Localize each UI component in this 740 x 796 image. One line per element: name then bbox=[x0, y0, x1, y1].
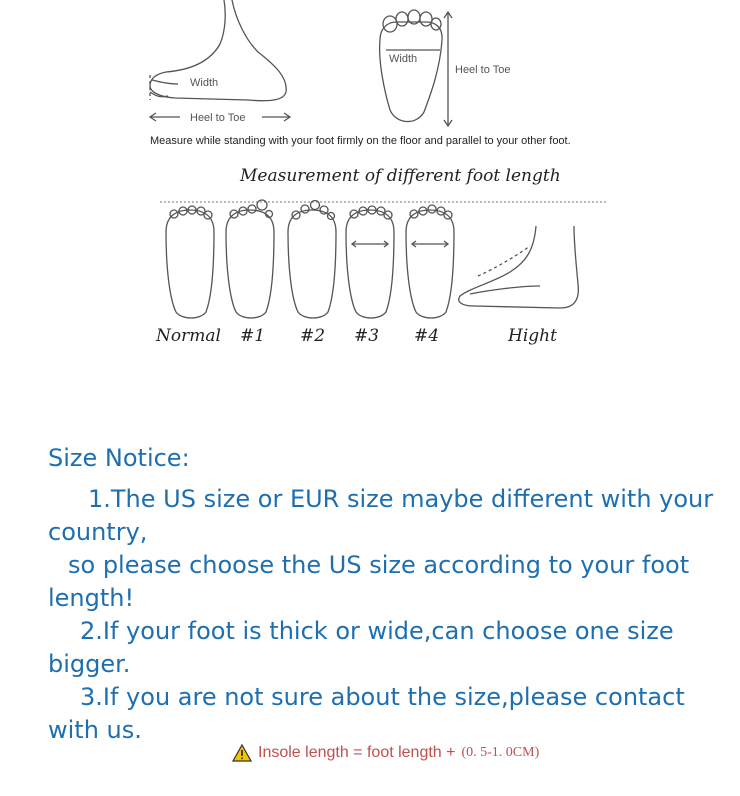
label-1: #1 bbox=[240, 326, 266, 346]
foot-1 bbox=[226, 200, 274, 318]
notice-line-3: 2.If your foot is thick or wide,can choose one size bigger. bbox=[48, 617, 674, 678]
warning-icon bbox=[232, 744, 252, 762]
label-4: #4 bbox=[414, 326, 440, 346]
size-notice bbox=[48, 442, 718, 747]
measurement-title: Measurement of different foot length bbox=[240, 166, 561, 186]
foot-3 bbox=[346, 206, 394, 318]
label-2: #2 bbox=[300, 326, 326, 346]
foot-high-arch bbox=[459, 226, 579, 308]
foot-2 bbox=[288, 201, 336, 319]
insole-range: (0. 5-1. 0CM) bbox=[461, 745, 540, 760]
side-width-label: Width bbox=[190, 77, 219, 89]
side-view-foot bbox=[150, 0, 290, 121]
foot-type-labels bbox=[155, 326, 557, 346]
insole-formula: Insole length = foot length + bbox=[258, 744, 456, 761]
notice-line-2: so please choose the US size according to your foot length! bbox=[48, 551, 690, 612]
notice-line-1: 1.The US size or EUR size maybe different with your country, bbox=[48, 485, 714, 546]
label-high: Hight bbox=[508, 326, 557, 346]
size-notice-heading: Size Notice: bbox=[48, 444, 190, 472]
notice-line-4: 3.If you are not sure about the size,please contact with us. bbox=[48, 683, 685, 744]
insole-note bbox=[232, 744, 539, 762]
foot-normal bbox=[166, 206, 214, 318]
label-normal: Normal bbox=[156, 326, 221, 346]
top-heel-to-toe-label: Heel to Toe bbox=[455, 64, 511, 76]
foot-shapes bbox=[166, 200, 578, 318]
label-3: #3 bbox=[354, 326, 380, 346]
foot-4 bbox=[406, 205, 454, 318]
top-width-label: Width bbox=[389, 53, 418, 65]
side-heel-to-toe-label: Heel to Toe bbox=[190, 112, 246, 124]
measure-instruction: Measure while standing with your foot firmly on the floor and parallel to your other foot. bbox=[150, 135, 571, 147]
top-view-foot bbox=[380, 10, 452, 126]
